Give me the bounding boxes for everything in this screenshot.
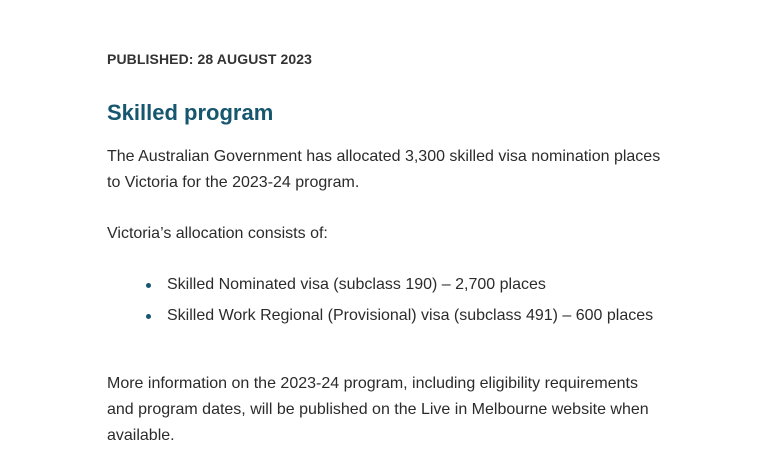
list-item: [167, 272, 677, 298]
published-date: PUBLISHED: 28 AUGUST 2023: [107, 51, 313, 67]
allocation-lead-paragraph: Victoria’s allocation consists of:: [107, 225, 328, 242]
intro-paragraph: The Australian Government has allocated 3,300 skilled visa nomination places to Victoria for the 2023-24 program.: [107, 148, 661, 191]
allocation-list: [167, 272, 677, 334]
more-info-paragraph: More information on the 2023-24 program, including eligibility requirements and program dates, will be published on the Live in Melbourne website when available.: [107, 375, 649, 444]
bullet-icon: [146, 314, 151, 319]
bullet-icon: [146, 283, 151, 288]
section-heading: Skilled program: [107, 100, 274, 125]
list-item: [167, 303, 677, 329]
list-item-text: Skilled Nominated visa (subclass 190) – 2,700 places: [167, 276, 546, 293]
list-item-text: Skilled Work Regional (Provisional) visa (subclass 491) – 600 places: [167, 307, 654, 324]
